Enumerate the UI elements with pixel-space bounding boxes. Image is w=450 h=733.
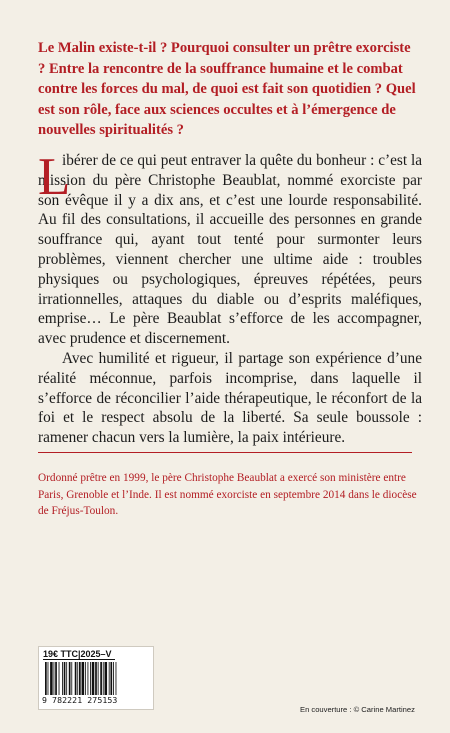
- description-paragraph-2: Avec humilité et rigueur, il partage son expérience d’une réalité méconnue, parfois incomprise, dans laquelle il s’efforce de réconcilier l’aide thérapeutique, le réconfort de la foi et le respect absolu de la liberté. Sa seule boussole : ramener chacun vers la lumière, la paix intérieure.: [38, 349, 422, 447]
- author-bio: Ordonné prêtre en 1999, le père Christophe Beaublat a exercé son ministère entre Paris, Grenoble et l’Inde. Il est nommé exorciste en septembre 2014 dans le diocèse de Fréjus-Toulon.: [38, 472, 417, 517]
- drop-cap-letter: L: [38, 148, 71, 206]
- description-body: [38, 148, 422, 448]
- isbn-number: 9 782221 275153: [42, 695, 118, 705]
- back-cover-teaser: Le Malin existe-t-il ? Pourquoi consulter un prêtre exorciste ? Entre la rencontre de la souffrance humaine et le combat contre les forces du mal, de quoi est fait son quotidien ? Quel est son rôle, face aux sciences occultes et à l’émergence de nouvelles spiritualités ?: [38, 40, 416, 138]
- price-label: 19€ TTC|2025–V: [43, 649, 115, 660]
- section-divider: [38, 452, 412, 453]
- description-paragraph-1: ibérer de ce qui peut entraver la quête du bonheur : c’est la mission du père Christophe Beaublat, nommé exorciste par son évêque il y a dix ans, et c’est une lourde responsabilité. Au fil des consultations, il accueille des personnes en grande souffrance qui, ayant tout tenté pour surmonter leurs problèmes, viennent chercher une ultime aide : troubles physiques ou psychologiques, épreuves répétées, peurs irrationnelles, attaques du diable ou d’esprits maléfiques, emprise… Le père Beaublat s’efforce de les accompagner, avec prudence et discernement.: [38, 152, 422, 348]
- cover-credit: En couverture : © Carine Martinez: [300, 705, 415, 714]
- barcode-icon: [45, 662, 147, 695]
- barcode-box: [38, 646, 154, 710]
